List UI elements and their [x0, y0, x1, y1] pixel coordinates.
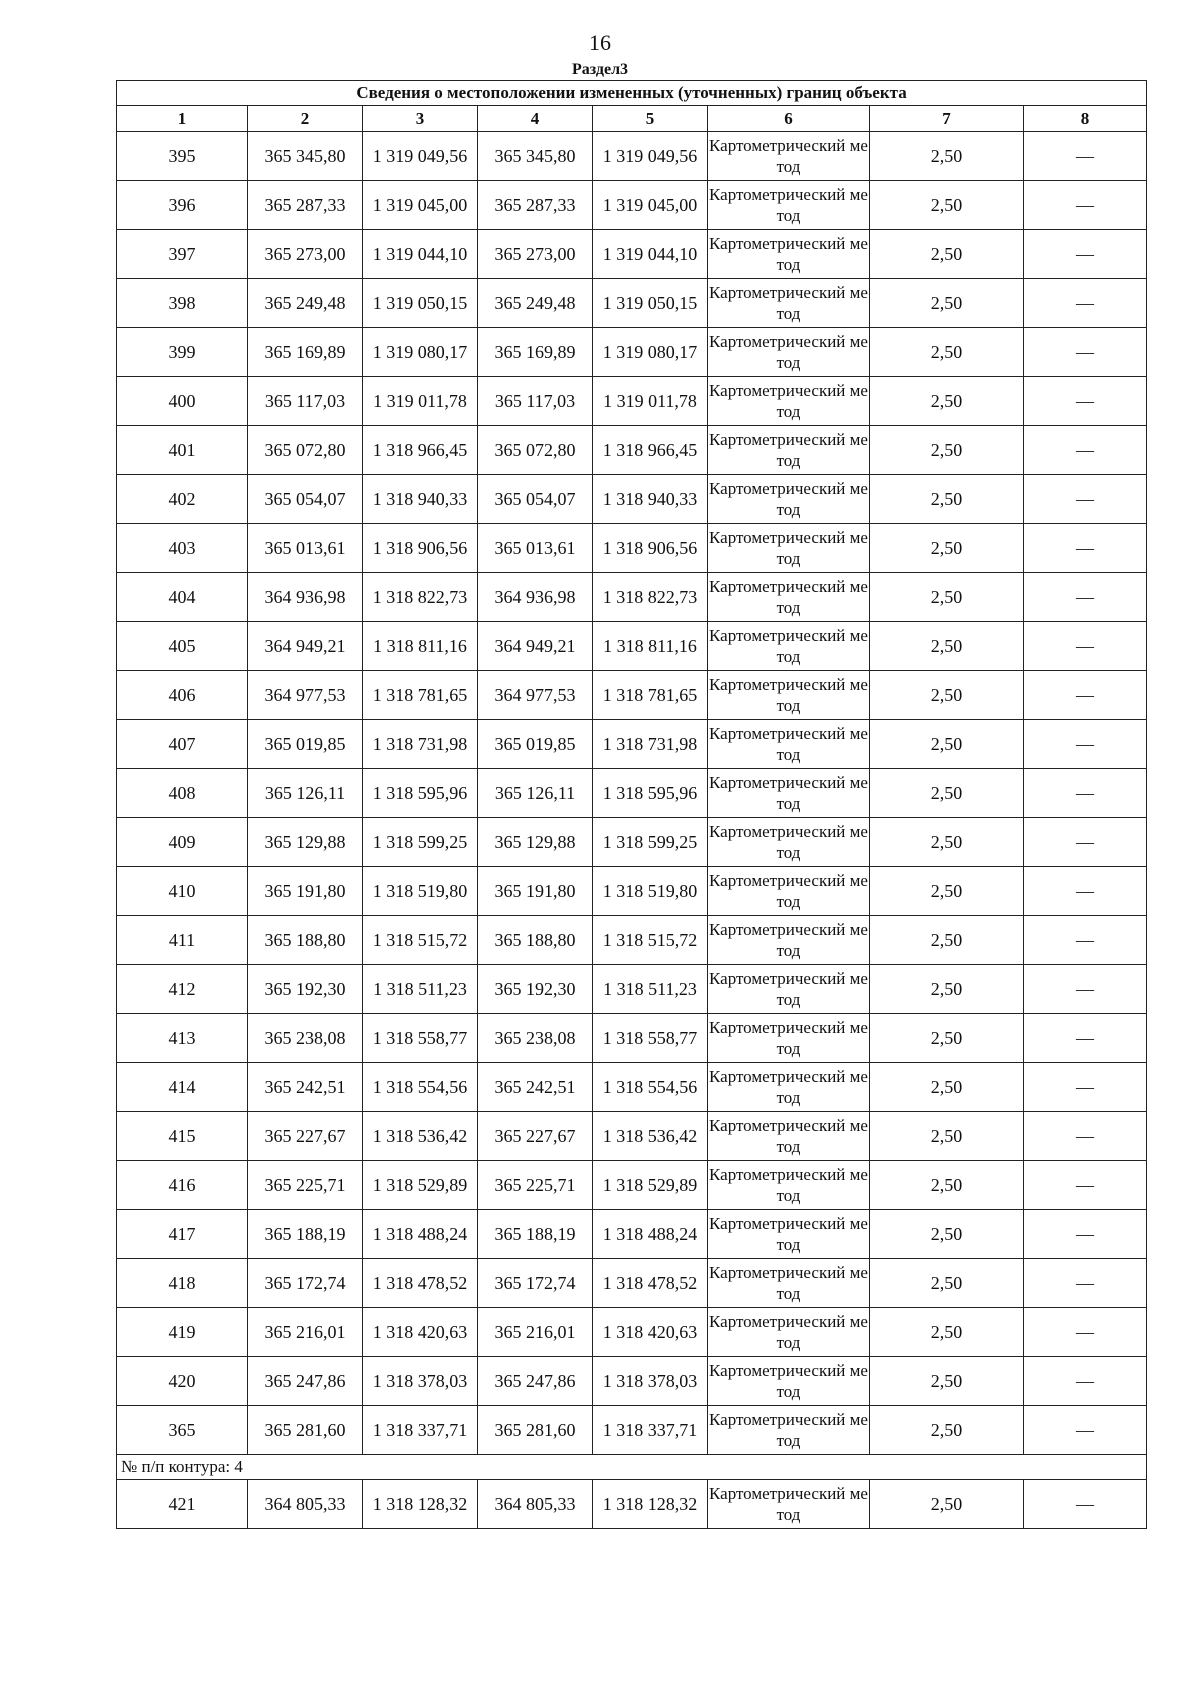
description-cell: — — [1024, 181, 1147, 230]
table-row — [117, 132, 1147, 181]
description-cell: — — [1024, 1406, 1147, 1455]
table-row — [117, 1063, 1147, 1112]
y-new-cell: 1 318 378,03 — [593, 1357, 708, 1406]
table-row — [117, 867, 1147, 916]
table-row — [117, 622, 1147, 671]
x-coord-cell: 365 227,67 — [248, 1112, 363, 1161]
description-cell: — — [1024, 622, 1147, 671]
x-new-cell: 365 188,19 — [478, 1210, 593, 1259]
accuracy-cell: 2,50 — [870, 132, 1024, 181]
method-cell: Картометрический метод — [708, 1112, 870, 1161]
description-cell: — — [1024, 720, 1147, 769]
table-caption-row — [117, 81, 1147, 106]
y-new-cell: 1 318 488,24 — [593, 1210, 708, 1259]
page-number: 16 — [589, 30, 611, 55]
accuracy-cell: 2,50 — [870, 1308, 1024, 1357]
y-new-cell: 1 318 966,45 — [593, 426, 708, 475]
y-coord-cell: 1 318 420,63 — [363, 1308, 478, 1357]
table-row — [117, 965, 1147, 1014]
method-cell: Картометрический метод — [708, 622, 870, 671]
y-new-cell: 1 318 536,42 — [593, 1112, 708, 1161]
table-row — [117, 475, 1147, 524]
method-cell: Картометрический метод — [708, 671, 870, 720]
x-coord-cell: 365 242,51 — [248, 1063, 363, 1112]
method-cell: Картометрический метод — [708, 426, 870, 475]
column-header-4: 4 — [478, 106, 593, 132]
table-row — [117, 720, 1147, 769]
point-number-cell: 400 — [117, 377, 248, 426]
method-cell: Картометрический метод — [708, 1014, 870, 1063]
table-row — [117, 1308, 1147, 1357]
description-cell: — — [1024, 426, 1147, 475]
description-cell: — — [1024, 573, 1147, 622]
accuracy-cell: 2,50 — [870, 1357, 1024, 1406]
y-coord-cell: 1 318 529,89 — [363, 1161, 478, 1210]
y-new-cell: 1 318 781,65 — [593, 671, 708, 720]
x-coord-cell: 364 936,98 — [248, 573, 363, 622]
column-header-6: 6 — [708, 106, 870, 132]
table-row — [117, 1112, 1147, 1161]
accuracy-cell: 2,50 — [870, 230, 1024, 279]
accuracy-cell: 2,50 — [870, 475, 1024, 524]
x-coord-cell: 365 172,74 — [248, 1259, 363, 1308]
y-coord-cell: 1 319 080,17 — [363, 328, 478, 377]
point-number-cell: 396 — [117, 181, 248, 230]
table-caption: Сведения о местоположении измененных (уточненных) границ объекта — [117, 81, 1147, 106]
x-new-cell: 365 117,03 — [478, 377, 593, 426]
method-cell: Картометрический метод — [708, 1308, 870, 1357]
x-new-cell: 365 172,74 — [478, 1259, 593, 1308]
x-coord-cell: 365 129,88 — [248, 818, 363, 867]
y-coord-cell: 1 318 554,56 — [363, 1063, 478, 1112]
y-coord-cell: 1 318 511,23 — [363, 965, 478, 1014]
point-number-cell: 410 — [117, 867, 248, 916]
x-coord-cell: 365 238,08 — [248, 1014, 363, 1063]
y-coord-cell: 1 318 822,73 — [363, 573, 478, 622]
method-cell: Картометрический метод — [708, 132, 870, 181]
accuracy-cell: 2,50 — [870, 818, 1024, 867]
y-new-cell: 1 319 049,56 — [593, 132, 708, 181]
point-number-cell: 420 — [117, 1357, 248, 1406]
y-coord-cell: 1 318 781,65 — [363, 671, 478, 720]
table-row — [117, 181, 1147, 230]
method-cell: Картометрический метод — [708, 181, 870, 230]
accuracy-cell: 2,50 — [870, 1161, 1024, 1210]
x-coord-cell: 365 013,61 — [248, 524, 363, 573]
column-header-2: 2 — [248, 106, 363, 132]
y-new-cell: 1 318 940,33 — [593, 475, 708, 524]
accuracy-cell: 2,50 — [870, 1259, 1024, 1308]
table-body — [117, 132, 1147, 1529]
x-new-cell: 364 977,53 — [478, 671, 593, 720]
table-row — [117, 916, 1147, 965]
x-new-cell: 365 169,89 — [478, 328, 593, 377]
x-coord-cell: 365 188,80 — [248, 916, 363, 965]
x-new-cell: 365 072,80 — [478, 426, 593, 475]
description-cell: — — [1024, 1112, 1147, 1161]
y-new-cell: 1 319 045,00 — [593, 181, 708, 230]
y-coord-cell: 1 319 049,56 — [363, 132, 478, 181]
point-number-cell: 403 — [117, 524, 248, 573]
y-new-cell: 1 318 822,73 — [593, 573, 708, 622]
method-cell: Картометрический метод — [708, 867, 870, 916]
method-cell: Картометрический метод — [708, 475, 870, 524]
x-new-cell: 365 192,30 — [478, 965, 593, 1014]
description-cell: — — [1024, 1357, 1147, 1406]
description-cell: — — [1024, 1014, 1147, 1063]
x-new-cell: 365 345,80 — [478, 132, 593, 181]
table-row — [117, 1480, 1147, 1529]
description-cell: — — [1024, 769, 1147, 818]
accuracy-cell: 2,50 — [870, 426, 1024, 475]
section-title: Раздел3 — [571, 61, 629, 78]
y-new-cell: 1 318 811,16 — [593, 622, 708, 671]
description-cell: — — [1024, 1161, 1147, 1210]
column-header-1: 1 — [117, 106, 248, 132]
y-new-cell: 1 318 519,80 — [593, 867, 708, 916]
column-header-8: 8 — [1024, 106, 1147, 132]
description-cell: — — [1024, 867, 1147, 916]
method-cell: Картометрический метод — [708, 1406, 870, 1455]
method-cell: Картометрический метод — [708, 279, 870, 328]
description-cell: — — [1024, 132, 1147, 181]
table-row — [117, 1357, 1147, 1406]
accuracy-cell: 2,50 — [870, 181, 1024, 230]
x-coord-cell: 365 247,86 — [248, 1357, 363, 1406]
x-new-cell: 365 238,08 — [478, 1014, 593, 1063]
y-new-cell: 1 318 731,98 — [593, 720, 708, 769]
y-new-cell: 1 319 080,17 — [593, 328, 708, 377]
method-cell: Картометрический метод — [708, 818, 870, 867]
x-new-cell: 365 287,33 — [478, 181, 593, 230]
x-new-cell: 365 188,80 — [478, 916, 593, 965]
description-cell: — — [1024, 230, 1147, 279]
point-number-cell: 401 — [117, 426, 248, 475]
description-cell: — — [1024, 1210, 1147, 1259]
y-coord-cell: 1 318 966,45 — [363, 426, 478, 475]
x-new-cell: 365 054,07 — [478, 475, 593, 524]
description-cell: — — [1024, 1308, 1147, 1357]
method-cell: Картометрический метод — [708, 230, 870, 279]
accuracy-cell: 2,50 — [870, 867, 1024, 916]
x-coord-cell: 365 249,48 — [248, 279, 363, 328]
point-number-cell: 398 — [117, 279, 248, 328]
x-coord-cell: 365 188,19 — [248, 1210, 363, 1259]
table-row — [117, 279, 1147, 328]
y-coord-cell: 1 318 599,25 — [363, 818, 478, 867]
point-number-cell: 415 — [117, 1112, 248, 1161]
method-cell: Картометрический метод — [708, 1063, 870, 1112]
x-coord-cell: 365 273,00 — [248, 230, 363, 279]
accuracy-cell: 2,50 — [870, 1014, 1024, 1063]
point-number-cell: 365 — [117, 1406, 248, 1455]
point-number-cell: 414 — [117, 1063, 248, 1112]
x-coord-cell: 365 287,33 — [248, 181, 363, 230]
point-number-cell: 416 — [117, 1161, 248, 1210]
y-coord-cell: 1 318 811,16 — [363, 622, 478, 671]
x-new-cell: 365 225,71 — [478, 1161, 593, 1210]
y-new-cell: 1 318 420,63 — [593, 1308, 708, 1357]
method-cell: Картометрический метод — [708, 524, 870, 573]
method-cell: Картометрический метод — [708, 1357, 870, 1406]
accuracy-cell: 2,50 — [870, 524, 1024, 573]
point-number-cell: 417 — [117, 1210, 248, 1259]
table-row — [117, 1210, 1147, 1259]
x-coord-cell: 364 949,21 — [248, 622, 363, 671]
x-coord-cell: 365 072,80 — [248, 426, 363, 475]
method-cell: Картометрический метод — [708, 769, 870, 818]
table-row — [117, 1014, 1147, 1063]
method-cell: Картометрический метод — [708, 1259, 870, 1308]
accuracy-cell: 2,50 — [870, 1480, 1024, 1529]
accuracy-cell: 2,50 — [870, 1406, 1024, 1455]
point-number-cell: 418 — [117, 1259, 248, 1308]
x-new-cell: 365 247,86 — [478, 1357, 593, 1406]
y-coord-cell: 1 318 515,72 — [363, 916, 478, 965]
method-cell: Картометрический метод — [708, 1161, 870, 1210]
column-header-3: 3 — [363, 106, 478, 132]
x-new-cell: 364 805,33 — [478, 1480, 593, 1529]
y-new-cell: 1 319 011,78 — [593, 377, 708, 426]
y-coord-cell: 1 318 337,71 — [363, 1406, 478, 1455]
y-coord-cell: 1 318 940,33 — [363, 475, 478, 524]
table-row — [117, 769, 1147, 818]
x-new-cell: 365 019,85 — [478, 720, 593, 769]
y-new-cell: 1 318 337,71 — [593, 1406, 708, 1455]
point-number-cell: 405 — [117, 622, 248, 671]
y-coord-cell: 1 319 050,15 — [363, 279, 478, 328]
description-cell: — — [1024, 1480, 1147, 1529]
x-coord-cell: 365 117,03 — [248, 377, 363, 426]
accuracy-cell: 2,50 — [870, 671, 1024, 720]
accuracy-cell: 2,50 — [870, 1210, 1024, 1259]
table-row — [117, 1406, 1147, 1455]
x-new-cell: 365 273,00 — [478, 230, 593, 279]
method-cell: Картометрический метод — [708, 1480, 870, 1529]
y-new-cell: 1 318 511,23 — [593, 965, 708, 1014]
x-new-cell: 365 249,48 — [478, 279, 593, 328]
x-new-cell: 365 126,11 — [478, 769, 593, 818]
table-row — [117, 1259, 1147, 1308]
point-number-cell: 409 — [117, 818, 248, 867]
accuracy-cell: 2,50 — [870, 1063, 1024, 1112]
description-cell: — — [1024, 475, 1147, 524]
y-new-cell: 1 318 554,56 — [593, 1063, 708, 1112]
y-coord-cell: 1 318 595,96 — [363, 769, 478, 818]
description-cell: — — [1024, 916, 1147, 965]
point-number-cell: 408 — [117, 769, 248, 818]
table-row — [117, 426, 1147, 475]
table-row — [117, 671, 1147, 720]
x-new-cell: 365 227,67 — [478, 1112, 593, 1161]
point-number-cell: 413 — [117, 1014, 248, 1063]
table-row — [117, 1161, 1147, 1210]
x-new-cell: 365 216,01 — [478, 1308, 593, 1357]
method-cell: Картометрический метод — [708, 377, 870, 426]
point-number-cell: 412 — [117, 965, 248, 1014]
accuracy-cell: 2,50 — [870, 377, 1024, 426]
table-row — [117, 328, 1147, 377]
y-coord-cell: 1 319 011,78 — [363, 377, 478, 426]
table-row — [117, 230, 1147, 279]
y-coord-cell: 1 318 488,24 — [363, 1210, 478, 1259]
x-coord-cell: 365 225,71 — [248, 1161, 363, 1210]
description-cell: — — [1024, 524, 1147, 573]
x-coord-cell: 365 192,30 — [248, 965, 363, 1014]
x-coord-cell: 365 019,85 — [248, 720, 363, 769]
description-cell: — — [1024, 671, 1147, 720]
x-coord-cell: 365 054,07 — [248, 475, 363, 524]
description-cell: — — [1024, 279, 1147, 328]
y-coord-cell: 1 318 558,77 — [363, 1014, 478, 1063]
point-number-cell: 419 — [117, 1308, 248, 1357]
y-new-cell: 1 319 044,10 — [593, 230, 708, 279]
x-coord-cell: 365 345,80 — [248, 132, 363, 181]
method-cell: Картометрический метод — [708, 965, 870, 1014]
y-new-cell: 1 318 906,56 — [593, 524, 708, 573]
point-number-cell: 395 — [117, 132, 248, 181]
point-number-cell: 407 — [117, 720, 248, 769]
y-coord-cell: 1 318 906,56 — [363, 524, 478, 573]
accuracy-cell: 2,50 — [870, 720, 1024, 769]
point-number-cell: 411 — [117, 916, 248, 965]
table-row — [117, 573, 1147, 622]
point-number-cell: 402 — [117, 475, 248, 524]
x-new-cell: 365 013,61 — [478, 524, 593, 573]
y-coord-cell: 1 319 044,10 — [363, 230, 478, 279]
method-cell: Картометрический метод — [708, 1210, 870, 1259]
contour-row — [117, 1455, 1147, 1480]
method-cell: Картометрический метод — [708, 573, 870, 622]
y-new-cell: 1 318 595,96 — [593, 769, 708, 818]
accuracy-cell: 2,50 — [870, 328, 1024, 377]
x-new-cell: 364 949,21 — [478, 622, 593, 671]
method-cell: Картометрический метод — [708, 328, 870, 377]
x-coord-cell: 365 281,60 — [248, 1406, 363, 1455]
x-coord-cell: 365 126,11 — [248, 769, 363, 818]
point-number-cell: 399 — [117, 328, 248, 377]
description-cell: — — [1024, 1063, 1147, 1112]
description-cell: — — [1024, 818, 1147, 867]
x-new-cell: 365 129,88 — [478, 818, 593, 867]
accuracy-cell: 2,50 — [870, 916, 1024, 965]
description-cell: — — [1024, 1259, 1147, 1308]
accuracy-cell: 2,50 — [870, 279, 1024, 328]
y-coord-cell: 1 318 378,03 — [363, 1357, 478, 1406]
method-cell: Картометрический метод — [708, 916, 870, 965]
point-number-cell: 421 — [117, 1480, 248, 1529]
x-coord-cell: 365 191,80 — [248, 867, 363, 916]
point-number-cell: 397 — [117, 230, 248, 279]
y-coord-cell: 1 318 536,42 — [363, 1112, 478, 1161]
column-header-row — [117, 106, 1147, 132]
x-coord-cell: 365 169,89 — [248, 328, 363, 377]
method-cell: Картометрический метод — [708, 720, 870, 769]
x-new-cell: 364 936,98 — [478, 573, 593, 622]
column-header-5: 5 — [593, 106, 708, 132]
accuracy-cell: 2,50 — [870, 1112, 1024, 1161]
x-new-cell: 365 191,80 — [478, 867, 593, 916]
y-new-cell: 1 318 128,32 — [593, 1480, 708, 1529]
accuracy-cell: 2,50 — [870, 622, 1024, 671]
y-coord-cell: 1 318 519,80 — [363, 867, 478, 916]
x-coord-cell: 365 216,01 — [248, 1308, 363, 1357]
y-new-cell: 1 318 599,25 — [593, 818, 708, 867]
x-coord-cell: 364 805,33 — [248, 1480, 363, 1529]
y-coord-cell: 1 318 128,32 — [363, 1480, 478, 1529]
y-new-cell: 1 318 558,77 — [593, 1014, 708, 1063]
y-new-cell: 1 318 478,52 — [593, 1259, 708, 1308]
y-new-cell: 1 318 515,72 — [593, 916, 708, 965]
description-cell: — — [1024, 965, 1147, 1014]
point-number-cell: 404 — [117, 573, 248, 622]
description-cell: — — [1024, 328, 1147, 377]
y-coord-cell: 1 318 731,98 — [363, 720, 478, 769]
y-new-cell: 1 318 529,89 — [593, 1161, 708, 1210]
accuracy-cell: 2,50 — [870, 965, 1024, 1014]
y-coord-cell: 1 319 045,00 — [363, 181, 478, 230]
accuracy-cell: 2,50 — [870, 573, 1024, 622]
y-coord-cell: 1 318 478,52 — [363, 1259, 478, 1308]
table-row — [117, 377, 1147, 426]
table-row — [117, 524, 1147, 573]
accuracy-cell: 2,50 — [870, 769, 1024, 818]
coordinates-table — [116, 80, 1147, 1529]
x-coord-cell: 364 977,53 — [248, 671, 363, 720]
table-row — [117, 818, 1147, 867]
point-number-cell: 406 — [117, 671, 248, 720]
x-new-cell: 365 281,60 — [478, 1406, 593, 1455]
column-header-7: 7 — [870, 106, 1024, 132]
x-new-cell: 365 242,51 — [478, 1063, 593, 1112]
y-new-cell: 1 319 050,15 — [593, 279, 708, 328]
contour-label: № п/п контура: 4 — [117, 1455, 1147, 1480]
description-cell: — — [1024, 377, 1147, 426]
